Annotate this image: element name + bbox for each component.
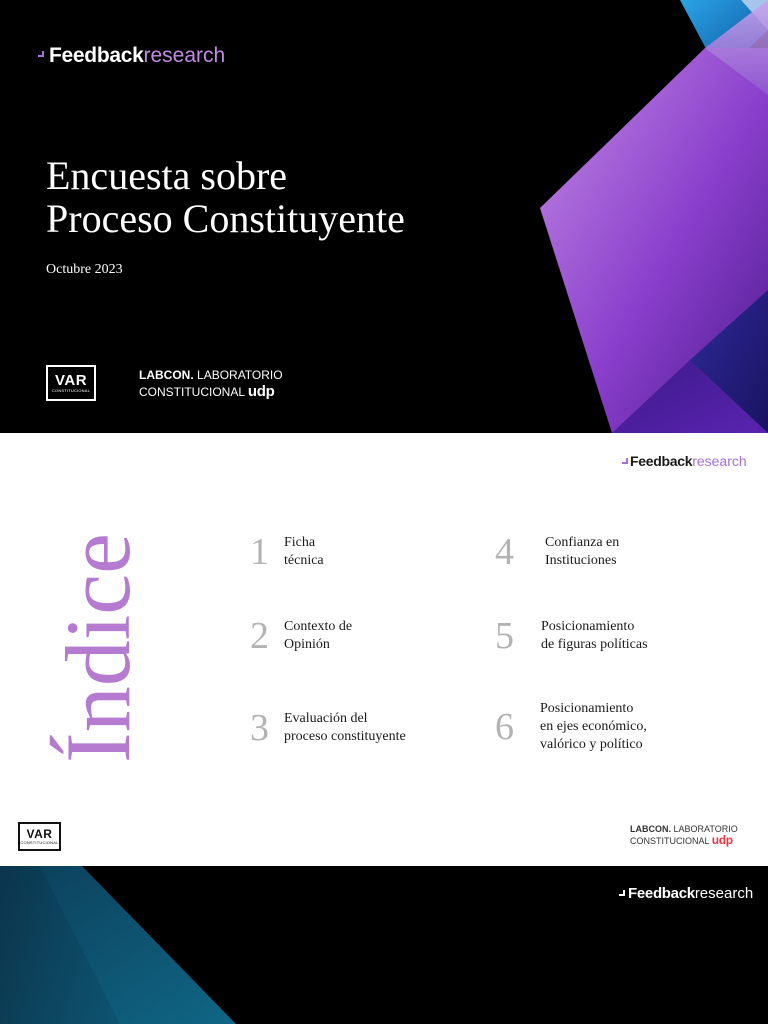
closing-slide <box>0 866 768 1024</box>
udp-logo-text: udp <box>711 833 733 848</box>
index-item-number: 2 <box>250 615 269 657</box>
logo-mark-icon <box>622 458 629 465</box>
var-constitucional-logo-small <box>18 822 61 851</box>
labcon-logo-small <box>630 824 738 848</box>
index-item-number: 3 <box>250 707 269 749</box>
labcon-line-1: LABORATORIO <box>197 368 283 382</box>
index-item-label: Posicionamiento de figuras políticas <box>541 619 648 652</box>
feedback-research-logo-closing <box>619 885 753 902</box>
logo-text-light: research <box>694 885 754 902</box>
var-logo-main: VAR <box>26 827 53 841</box>
cover-slide <box>0 0 768 433</box>
labcon-line-2: CONSTITUCIONAL <box>139 384 245 399</box>
logo-text-light: research <box>143 44 226 67</box>
index-item-3 <box>250 709 406 747</box>
labcon-line-2: CONSTITUCIONAL <box>630 836 710 847</box>
index-title: Índice <box>47 533 149 763</box>
labcon-line-1: LABORATORIO <box>673 824 738 834</box>
var-logo-main: VAR <box>54 372 88 389</box>
index-item-4 <box>495 533 619 571</box>
index-item-number: 6 <box>495 706 514 748</box>
cover-date: Octubre 2023 <box>46 262 123 277</box>
index-item-1 <box>250 533 324 571</box>
logo-mark-icon <box>38 51 48 61</box>
logo-text-bold: Feedback <box>628 885 695 902</box>
labcon-bold: LABCON. <box>139 368 194 382</box>
logo-text-bold: Feedback <box>630 453 693 469</box>
labcon-bold: LABCON. <box>630 824 671 834</box>
feedback-research-logo <box>38 44 225 68</box>
index-item-label: Ficha técnica <box>284 535 324 568</box>
index-item-label: Contexto de Opinión <box>284 619 353 652</box>
cover-title-line-1: Encuesta sobre <box>46 153 288 198</box>
index-item-2 <box>250 617 352 655</box>
index-item-6 <box>495 700 647 754</box>
index-item-number: 4 <box>495 531 514 573</box>
var-logo-sub: CONSTITUCIONAL <box>51 388 91 393</box>
labcon-logo <box>139 369 283 400</box>
index-item-number: 5 <box>495 615 514 657</box>
logo-text-light: research <box>692 453 747 469</box>
logo-mark-icon <box>619 890 627 898</box>
logo-text-bold: Feedback <box>49 44 144 67</box>
feedback-research-logo-small <box>622 453 747 469</box>
cover-title-line-2: Proceso Constituyente <box>46 196 405 241</box>
var-logo-sub: CONSTITUCIONAL <box>20 840 59 845</box>
index-item-5 <box>495 617 648 655</box>
var-constitucional-logo <box>46 365 96 401</box>
index-item-label: Posicionamiento en ejes económico, valórico y político <box>540 701 647 752</box>
index-item-number: 1 <box>250 531 269 573</box>
udp-logo-text: udp <box>247 382 275 400</box>
index-item-label: Confianza en Instituciones <box>545 535 620 568</box>
index-item-label: Evaluación del proceso constituyente <box>284 711 406 744</box>
cover-title <box>46 154 405 240</box>
